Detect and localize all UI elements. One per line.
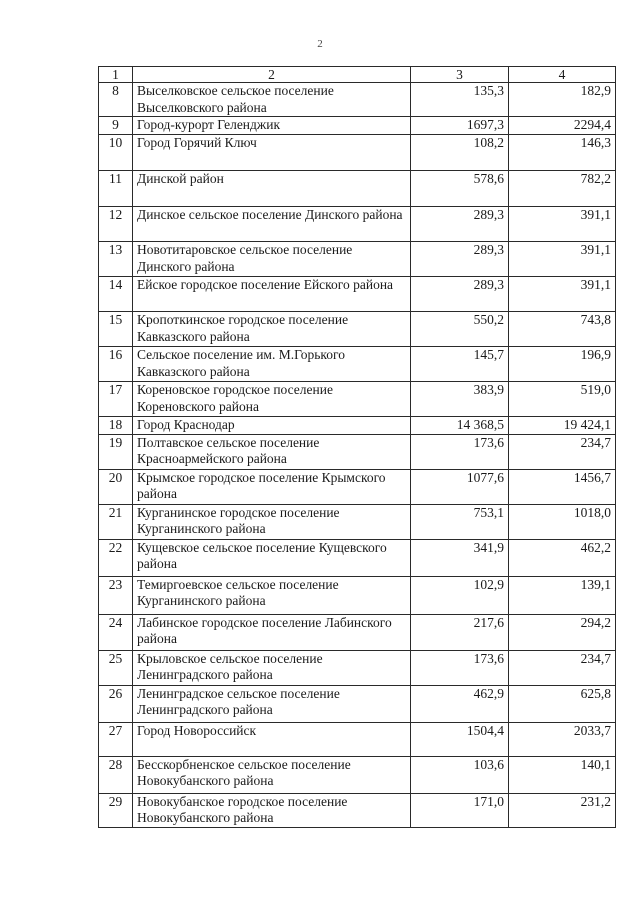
row-value-col3: 1077,6: [411, 469, 509, 504]
row-value-col4: 2294,4: [509, 117, 616, 135]
row-name: Темиргоевское сельское поселение Курганинского района: [133, 576, 411, 614]
table-row: [99, 576, 616, 614]
table-row: [99, 685, 616, 722]
data-table: [98, 66, 616, 828]
row-value-col3: 753,1: [411, 504, 509, 539]
row-value-col3: 289,3: [411, 207, 509, 242]
table-row: [99, 417, 616, 435]
table-row: [99, 614, 616, 650]
header-cell-2: 2: [133, 67, 411, 83]
table-row: [99, 722, 616, 756]
header-cell-4: 4: [509, 67, 616, 83]
row-value-col4: 182,9: [509, 83, 616, 117]
table-row: [99, 171, 616, 207]
row-value-col4: 234,7: [509, 650, 616, 685]
row-name: Ленинградское сельское поселение Ленинградского района: [133, 685, 411, 722]
row-name: Город Краснодар: [133, 417, 411, 435]
table-row: [99, 347, 616, 382]
header-cell-3: 3: [411, 67, 509, 83]
row-value-col4: 19 424,1: [509, 417, 616, 435]
row-number: 13: [99, 242, 133, 277]
header-cell-1: 1: [99, 67, 133, 83]
row-value-col3: 383,9: [411, 382, 509, 417]
row-value-col3: 578,6: [411, 171, 509, 207]
row-value-col4: 140,1: [509, 756, 616, 793]
table-row: [99, 312, 616, 347]
row-number: 16: [99, 347, 133, 382]
row-value-col4: 294,2: [509, 614, 616, 650]
table-row: [99, 242, 616, 277]
row-name: Курганинское городское поселение Курганинского района: [133, 504, 411, 539]
row-value-col4: 196,9: [509, 347, 616, 382]
row-number: 25: [99, 650, 133, 685]
table-row: [99, 277, 616, 312]
row-number: 27: [99, 722, 133, 756]
row-value-col3: 550,2: [411, 312, 509, 347]
row-value-col3: 102,9: [411, 576, 509, 614]
row-name: Крымское городское поселение Крымского района: [133, 469, 411, 504]
row-value-col4: 782,2: [509, 171, 616, 207]
row-value-col4: 234,7: [509, 434, 616, 469]
row-value-col4: 146,3: [509, 135, 616, 171]
row-name: Динской район: [133, 171, 411, 207]
table-row: [99, 469, 616, 504]
row-value-col3: 217,6: [411, 614, 509, 650]
row-value-col4: 519,0: [509, 382, 616, 417]
row-value-col4: 1456,7: [509, 469, 616, 504]
row-value-col3: 341,9: [411, 539, 509, 576]
table-row: [99, 135, 616, 171]
table-row: [99, 539, 616, 576]
page-number: 2: [317, 38, 323, 50]
table-header-row: [99, 67, 616, 83]
row-value-col4: 391,1: [509, 277, 616, 312]
row-value-col3: 135,3: [411, 83, 509, 117]
row-value-col3: 173,6: [411, 650, 509, 685]
row-name: Ейское городское поселение Ейского района: [133, 277, 411, 312]
row-name: Новотитаровское сельское поселение Динского района: [133, 242, 411, 277]
row-number: 28: [99, 756, 133, 793]
row-value-col3: 108,2: [411, 135, 509, 171]
row-name: Динское сельское поселение Динского района: [133, 207, 411, 242]
row-value-col4: 462,2: [509, 539, 616, 576]
row-name: Новокубанское городское поселение Новокубанского района: [133, 793, 411, 827]
row-value-col4: 139,1: [509, 576, 616, 614]
table-row: [99, 83, 616, 117]
row-number: 15: [99, 312, 133, 347]
row-value-col3: 1697,3: [411, 117, 509, 135]
row-value-col4: 2033,7: [509, 722, 616, 756]
row-number: 21: [99, 504, 133, 539]
row-number: 14: [99, 277, 133, 312]
table-row: [99, 504, 616, 539]
row-number: 10: [99, 135, 133, 171]
table-row: [99, 207, 616, 242]
row-number: 22: [99, 539, 133, 576]
row-value-col3: 14 368,5: [411, 417, 509, 435]
row-number: 18: [99, 417, 133, 435]
row-name: Кущевское сельское поселение Кущевского района: [133, 539, 411, 576]
row-name: Крыловское сельское поселение Ленинградского района: [133, 650, 411, 685]
table-row: [99, 382, 616, 417]
row-name: Город Горячий Ключ: [133, 135, 411, 171]
row-number: 24: [99, 614, 133, 650]
row-name: Бесскорбненское сельское поселение Новокубанского района: [133, 756, 411, 793]
row-number: 20: [99, 469, 133, 504]
row-name: Город-курорт Геленджик: [133, 117, 411, 135]
row-number: 26: [99, 685, 133, 722]
row-value-col4: 391,1: [509, 207, 616, 242]
row-number: 19: [99, 434, 133, 469]
row-name: Выселковское сельское поселение Выселковского района: [133, 83, 411, 117]
table-row: [99, 793, 616, 827]
row-name: Город Новороссийск: [133, 722, 411, 756]
row-value-col4: 1018,0: [509, 504, 616, 539]
row-number: 17: [99, 382, 133, 417]
table-row: [99, 117, 616, 135]
row-value-col3: 145,7: [411, 347, 509, 382]
row-value-col3: 173,6: [411, 434, 509, 469]
row-number: 11: [99, 171, 133, 207]
row-value-col4: 391,1: [509, 242, 616, 277]
row-number: 8: [99, 83, 133, 117]
row-number: 12: [99, 207, 133, 242]
table-row: [99, 650, 616, 685]
row-value-col4: 625,8: [509, 685, 616, 722]
row-value-col4: 231,2: [509, 793, 616, 827]
row-value-col4: 743,8: [509, 312, 616, 347]
row-value-col3: 1504,4: [411, 722, 509, 756]
table-row: [99, 434, 616, 469]
row-name: Сельское поселение им. М.Горького Кавказского района: [133, 347, 411, 382]
row-value-col3: 103,6: [411, 756, 509, 793]
row-value-col3: 289,3: [411, 242, 509, 277]
row-number: 23: [99, 576, 133, 614]
row-name: Лабинское городское поселение Лабинского района: [133, 614, 411, 650]
row-value-col3: 289,3: [411, 277, 509, 312]
table-row: [99, 756, 616, 793]
row-value-col3: 171,0: [411, 793, 509, 827]
row-name: Полтавское сельское поселение Красноармейского района: [133, 434, 411, 469]
row-name: Кореновское городское поселение Кореновского района: [133, 382, 411, 417]
row-number: 9: [99, 117, 133, 135]
row-value-col3: 462,9: [411, 685, 509, 722]
row-number: 29: [99, 793, 133, 827]
row-name: Кропоткинское городское поселение Кавказского района: [133, 312, 411, 347]
